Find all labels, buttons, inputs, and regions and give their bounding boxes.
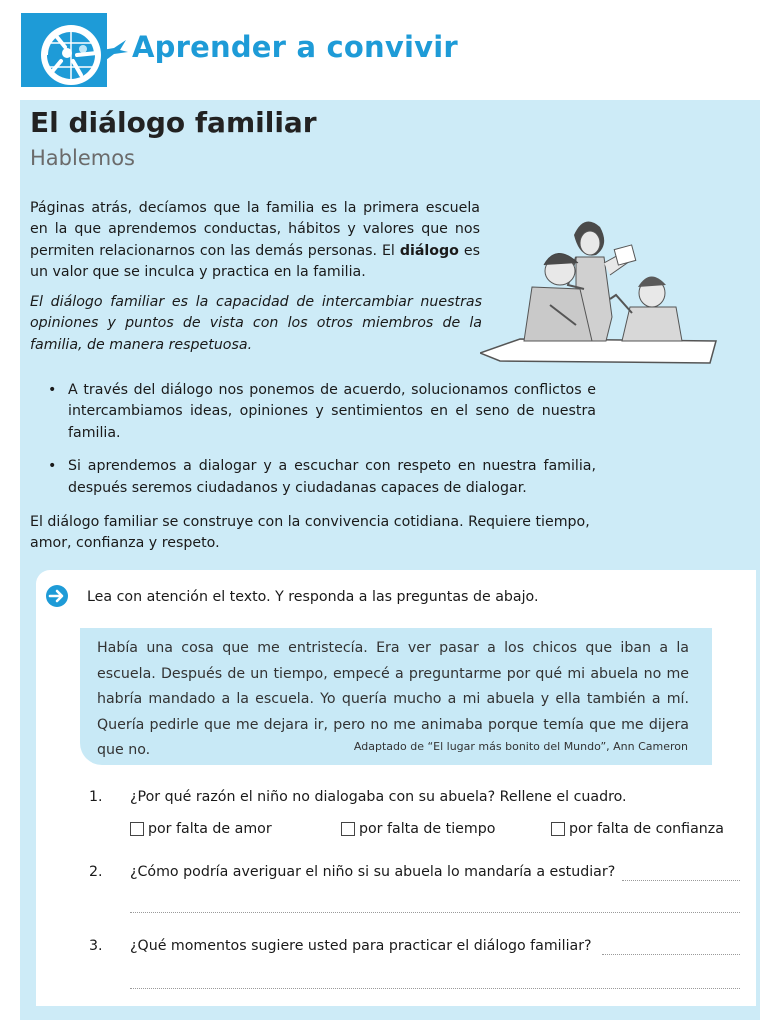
bullet-text: A través del diálogo nos ponemos de acuerdo, solucionamos conflictos e intercambiamos ideas, opiniones y sentimientos en el seno de nuestra familia.	[68, 382, 596, 441]
option-lack-of-love[interactable]	[130, 821, 272, 837]
activity-instruction: Lea con atención el texto. Y responda a las preguntas de abajo.	[87, 589, 539, 605]
lesson-title: El diálogo familiar	[30, 106, 317, 139]
bird-icon	[100, 38, 130, 62]
answer-line[interactable]	[130, 988, 740, 989]
option-lack-of-trust[interactable]	[551, 821, 724, 837]
quote-source: Adaptado de “El lugar más bonito del Mundo”, Ann Cameron	[353, 740, 688, 753]
option-label: por falta de tiempo	[359, 821, 496, 837]
option-checkbox[interactable]	[130, 822, 144, 836]
option-label: por falta de amor	[148, 821, 272, 837]
list-item	[46, 456, 596, 499]
bullet-text: Si aprendemos a dialogar y a escuchar con respeto en nuestra familia, después seremos ciudadanos y ciudadanas capaces de dialogar.	[68, 458, 596, 496]
closing-paragraph: El diálogo familiar se construye con la convivencia cotidiana. Requiere tiempo, amor, confianza y respeto.	[30, 514, 590, 552]
question-3-text: ¿Qué momentos sugiere usted para practicar el diálogo familiar?	[130, 938, 592, 954]
page-header	[0, 0, 778, 100]
question-2-text: ¿Cómo podría averiguar el niño si su abuela lo mandaría a estudiar?	[130, 864, 616, 880]
list-item	[46, 380, 596, 444]
option-checkbox[interactable]	[341, 822, 355, 836]
reading-quote: Había una cosa que me entristecía. Era ver pasar a los chicos que iban a la escuela. Después de un tiempo, empecé a preguntarme por qué mi abuela no me habría mandado a la escuela. Yo quería mucho a mi abuela y ella también a mí. Quería pedirle que me dejara ir, pero no me animaba porque temía que me dijera que no.	[97, 640, 689, 758]
intro-bold-term: diálogo	[399, 242, 459, 259]
question-3-number: 3.	[89, 938, 103, 954]
option-label: por falta de confianza	[569, 821, 724, 837]
intro-paragraph	[30, 198, 480, 284]
bullet-dot: •	[48, 382, 57, 398]
intro-text-end: es un valor que se inculca y practica en la familia.	[30, 242, 480, 281]
series-title: Aprender a convivir	[132, 30, 458, 64]
option-checkbox[interactable]	[551, 822, 565, 836]
option-lack-of-time[interactable]	[341, 821, 495, 837]
answer-line[interactable]	[602, 954, 740, 955]
question-2-number: 2.	[89, 864, 103, 880]
bullet-dot: •	[48, 458, 57, 475]
question-1-text: ¿Por qué razón el niño no dialogaba con su abuela? Rellene el cuadro.	[130, 789, 627, 805]
key-points-list	[46, 380, 596, 511]
globe-people-logo-icon	[21, 13, 107, 87]
arrow-right-icon	[45, 584, 69, 608]
definition-paragraph: El diálogo familiar es la capacidad de intercambiar nuestras opiniones y puntos de vista con los otros miembros de la familia, de manera respetuosa.	[30, 294, 482, 353]
answer-line[interactable]	[622, 880, 740, 881]
lesson-subtitle: Hablemos	[30, 146, 135, 170]
question-1-number: 1.	[89, 789, 103, 805]
intro-text-start: Páginas atrás, decíamos que la familia es la primera escuela en la que aprendemos conductas, hábitos y valores que nos permiten relacionarnos con las demás personas. El	[30, 200, 480, 259]
family-dialogue-illustration	[480, 205, 720, 375]
answer-line[interactable]	[130, 912, 740, 913]
